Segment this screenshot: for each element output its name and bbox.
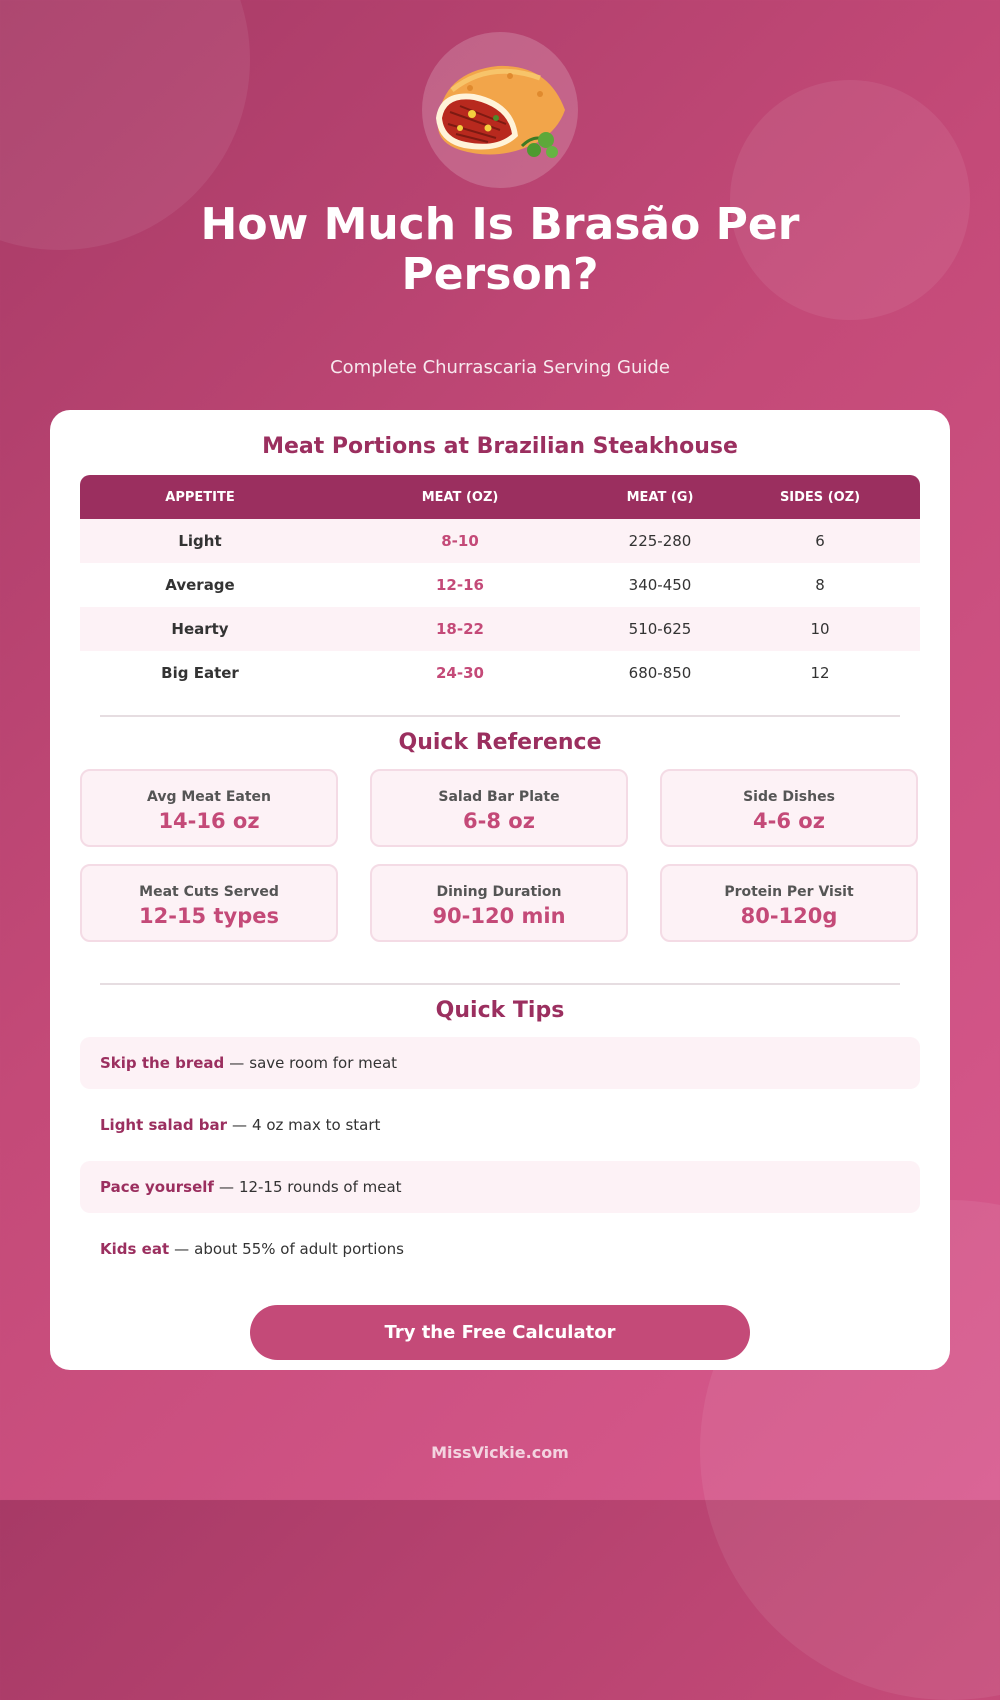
meat-g-cell: 340-450 xyxy=(628,576,692,594)
meat-g-cell: 510-625 xyxy=(628,620,692,638)
page-subtitle: Complete Churrascaria Serving Guide xyxy=(330,357,670,378)
header-meat-g: MEAT (G) xyxy=(626,489,694,505)
reference-title: Quick Reference xyxy=(398,730,602,755)
tip-text: about 55% of adult portions xyxy=(194,1240,404,1258)
table-row xyxy=(80,651,920,695)
reference-label: Protein Per Visit xyxy=(724,884,854,900)
tip-item xyxy=(80,1223,920,1275)
tip-separator: — xyxy=(218,1178,234,1196)
sides-oz-cell: 10 xyxy=(810,620,830,638)
reference-label: Salad Bar Plate xyxy=(438,789,560,805)
reference-label: Side Dishes xyxy=(743,789,835,805)
meat-g-cell: 680-850 xyxy=(628,664,692,682)
page-title: How Much Is Brasão Per Person? xyxy=(200,199,800,300)
tip-text: 4 oz max to start xyxy=(252,1116,381,1134)
reference-card xyxy=(660,864,918,942)
reference-value: 14-16 oz xyxy=(158,809,260,833)
empanada-icon xyxy=(430,50,570,170)
calculator-button[interactable]: Try the Free Calculator xyxy=(250,1305,750,1360)
tip-text: 12-15 rounds of meat xyxy=(238,1178,402,1196)
tip-title: Light salad bar xyxy=(100,1116,228,1134)
reference-label: Meat Cuts Served xyxy=(139,884,279,900)
tips-title: Quick Tips xyxy=(435,998,565,1023)
portions-table xyxy=(80,475,920,695)
table-header xyxy=(80,475,920,519)
appetite-cell: Big Eater xyxy=(161,664,239,682)
meat-oz-cell: 12-16 xyxy=(436,576,484,594)
sides-oz-cell: 8 xyxy=(815,576,825,594)
reference-value: 12-15 types xyxy=(139,904,279,928)
reference-card xyxy=(80,864,338,942)
tip-item xyxy=(80,1099,920,1151)
sides-oz-cell: 12 xyxy=(810,664,830,682)
tip-title: Kids eat xyxy=(100,1240,170,1258)
appetite-cell: Average xyxy=(165,576,235,594)
reference-label: Avg Meat Eaten xyxy=(147,789,271,805)
table-row xyxy=(80,563,920,607)
table-body xyxy=(80,519,920,695)
tip-separator: — xyxy=(229,1054,245,1072)
table-row xyxy=(80,519,920,563)
tip-separator: — xyxy=(232,1116,248,1134)
reference-value: 4-6 oz xyxy=(753,809,825,833)
meat-oz-cell: 18-22 xyxy=(436,620,484,638)
footer-brand[interactable]: MissVickie.com xyxy=(431,1443,569,1462)
section-divider xyxy=(100,983,900,985)
tip-text: save room for meat xyxy=(249,1054,398,1072)
meat-oz-cell: 24-30 xyxy=(436,664,484,682)
section-divider xyxy=(100,715,900,717)
appetite-cell: Hearty xyxy=(171,620,229,638)
header-appetite: APPETITE xyxy=(165,489,235,505)
table-row xyxy=(80,607,920,651)
meat-oz-cell: 8-10 xyxy=(441,532,479,550)
header-sides-oz: SIDES (OZ) xyxy=(779,489,861,505)
portions-title: Meat Portions at Brazilian Steakhouse xyxy=(262,434,738,459)
appetite-cell: Light xyxy=(178,532,222,550)
header-meat-oz: MEAT (OZ) xyxy=(421,489,499,505)
meat-g-cell: 225-280 xyxy=(628,532,692,550)
reference-card xyxy=(370,769,628,847)
reference-label: Dining Duration xyxy=(436,884,562,900)
sides-oz-cell: 6 xyxy=(815,532,825,550)
tip-title: Skip the bread xyxy=(100,1054,225,1072)
reference-card xyxy=(80,769,338,847)
tip-title: Pace yourself xyxy=(100,1178,214,1196)
tip-separator: — xyxy=(174,1240,190,1258)
hero-icon-badge xyxy=(422,32,578,188)
reference-card xyxy=(660,769,918,847)
guide-card xyxy=(50,410,950,1370)
tip-item xyxy=(80,1161,920,1213)
tip-item xyxy=(80,1037,920,1089)
reference-value: 80-120g xyxy=(740,904,838,928)
reference-value: 90-120 min xyxy=(432,904,566,928)
reference-value: 6-8 oz xyxy=(463,809,535,833)
reference-card xyxy=(370,864,628,942)
